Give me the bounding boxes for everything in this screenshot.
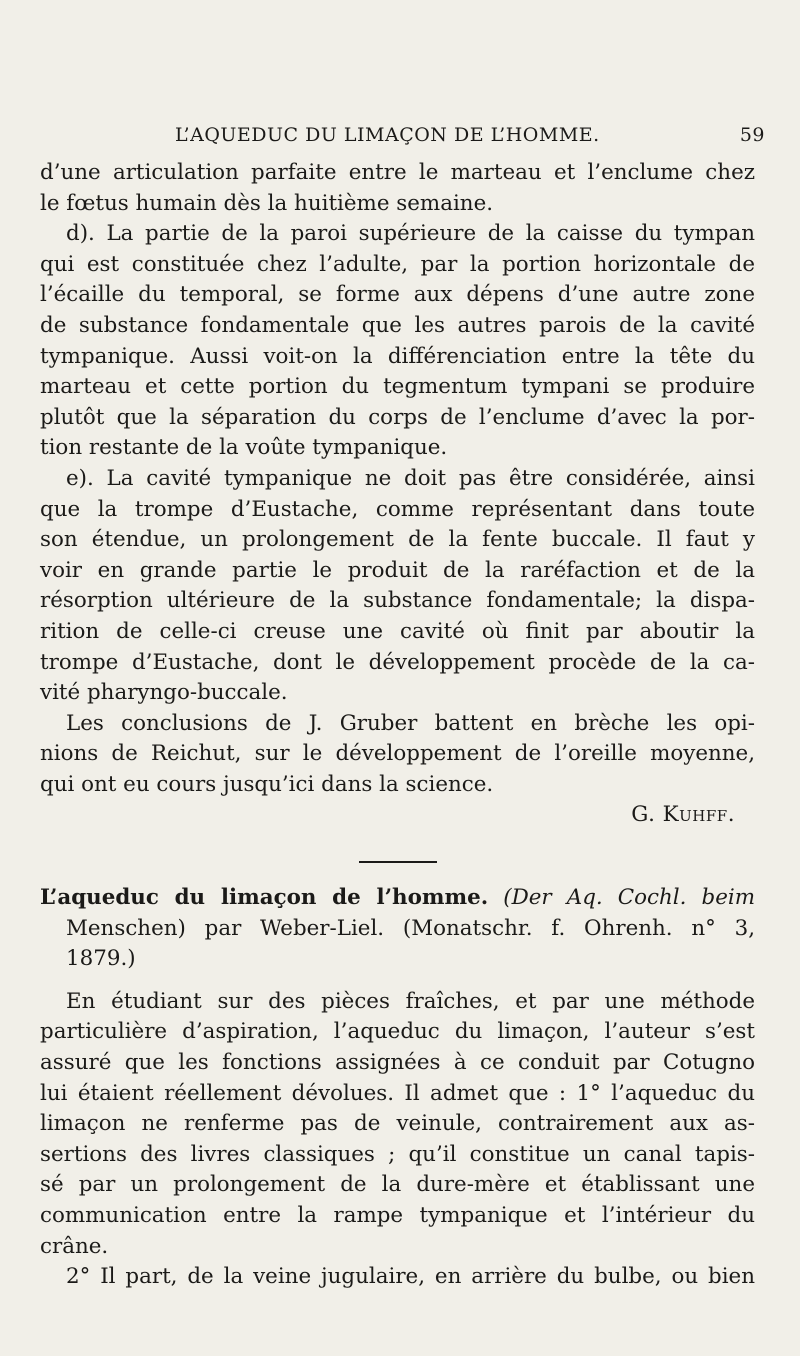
text-line: marteau et cette portion du tegmentum tympani se produire (40, 374, 755, 400)
text-line: assuré que les fonctions assignées à ce conduit par Cotugno (40, 1050, 755, 1076)
page-header (40, 124, 775, 150)
article-citation-year: 1879.) (66, 946, 136, 972)
text-line: particulière d’aspiration, l’aqueduc du limaçon, l’auteur s’est (40, 1019, 755, 1045)
text-line: plutôt que la séparation du corps de l’enclume d’avec la por- (40, 404, 755, 430)
article-title: L’aqueduc du limaçon de l’homme. (40, 885, 489, 911)
text-line: d). La partie de la paroi supérieure de la caisse du tympan (66, 221, 755, 247)
text-line: e). La cavité tympanique ne doit pas être considérée, ainsi (66, 465, 755, 491)
text-line: de substance fondamentale que les autres parois de la cavité (40, 312, 755, 338)
text-line: d’une articulation parfaite entre le marteau et l’enclume chez (40, 160, 755, 185)
text-line: communication entre la rampe tympanique et l’intérieur du (40, 1203, 755, 1228)
text-line: que la trompe d’Eustache, comme représentant dans toute (40, 496, 755, 522)
text-line: lui étaient réellement dévolues. Il admet que : 1° l’aqueduc du (40, 1080, 755, 1106)
text-line: le fœtus humain dès la huitième semaine. (40, 190, 494, 216)
text-line: limaçon ne renferme pas de veinule, contrairement aux as- (40, 1111, 755, 1137)
text-line: l’écaille du temporal, se forme aux dépens d’une autre zone (40, 282, 755, 308)
signature: G. Kuhff. (631, 802, 735, 828)
text-line: son étendue, un prolongement de la fente buccale. Il faut y (40, 527, 755, 553)
text-line: voir en grande partie le produit de la raréfaction et de la (40, 557, 755, 583)
text-line: sertions des livres classiques ; qu’il constitue un canal tapis- (40, 1141, 755, 1167)
text-line: tion restante de la voûte tympanique. (40, 435, 448, 461)
text-line: vité pharyngo-buccale. (40, 680, 288, 706)
page-body (40, 158, 755, 1293)
text-line: sé par un prolongement de la dure-mère et établissant une (40, 1172, 755, 1198)
spacer (40, 975, 755, 987)
text-line: qui est constituée chez l’adulte, par la portion horizontale de (40, 251, 755, 277)
text-line: rition de celle-ci creuse une cavité où finit par aboutir la (40, 618, 755, 644)
text-line: Les conclusions de J. Gruber battent en brèche les opi- (66, 710, 755, 736)
running-title: L’AQUEDUC DU LIMAÇON DE L’HOMME. (175, 124, 600, 146)
text-line: nions de Reichut, sur le développement de l’oreille moyenne, (40, 741, 755, 767)
text-line: trompe d’Eustache, dont le développement procède de la ca- (40, 649, 755, 675)
text-line: qui ont eu cours jusqu’ici dans la science. (40, 771, 494, 797)
article-citation: Menschen) par Weber-Liel. (Monatschr. f. Ohrenh. n° 3, (66, 915, 755, 941)
text-line: résorption ultérieure de la substance fondamentale; la dispa- (40, 588, 755, 614)
text-line: tympanique. Aussi voit-on la différenciation entre la tête du (40, 343, 755, 369)
section-divider (359, 861, 437, 863)
article-title-original: (Der Aq. Cochl. beim (503, 885, 755, 911)
text-line: En étudiant sur des pièces fraîches, et par une méthode (66, 988, 755, 1014)
article-title-line (40, 883, 755, 914)
text-line: 2° Il part, de la veine jugulaire, en arrière du bulbe, ou bien (66, 1264, 755, 1290)
page-number: 59 (739, 124, 765, 146)
text-line: crâne. (40, 1233, 109, 1259)
